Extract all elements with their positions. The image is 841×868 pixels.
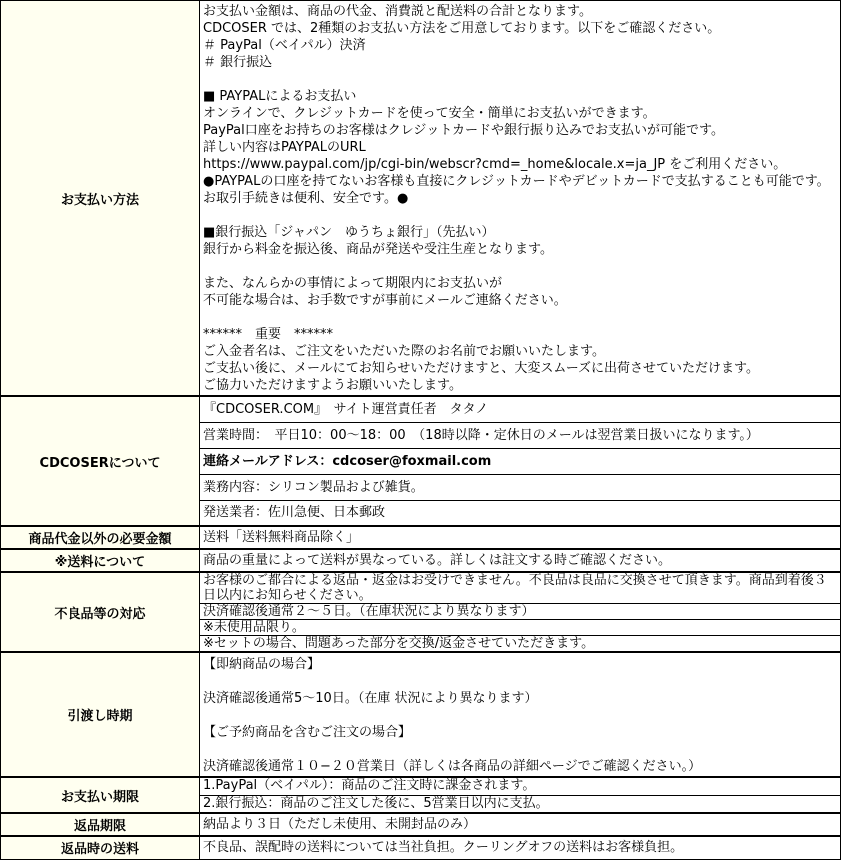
row-content-return-period: [200, 813, 841, 836]
row-content-return-postage: [200, 836, 841, 859]
text-line: お取引手続きは便利、安全です。●: [203, 191, 409, 206]
text-line: 業務内容：シリコン製品および雑貨。: [203, 479, 424, 495]
text-line: 決済確認後通常２〜５日。（在庫状況により異なります）: [203, 604, 535, 619]
row-content-defective-2: [200, 604, 841, 620]
text-line: 商品の重量によって送料が異なっている。詳しくは註文する時ご確認ください。: [203, 553, 672, 568]
text-line: [203, 258, 837, 275]
text-line: 決済確認後通常１０−２０営業日（詳しくは各商品の詳細ページでご確認ください。）: [203, 759, 702, 774]
row-content-delivery: [200, 652, 841, 777]
text-line: 2.銀行振込：商品のご注文した後に、5営業日以内に支払。: [203, 795, 549, 811]
row-label-about: CDCOSERについて: [1, 396, 200, 526]
row-content-postage-note: [200, 549, 841, 572]
row-label-delivery: 引渡し時期: [1, 652, 200, 777]
row-label-return-period: 返品期限: [1, 813, 200, 836]
email-address-cell: [200, 448, 841, 474]
text-line: ※未使用品限り。: [203, 620, 305, 635]
table-row-return-period: [1, 813, 841, 836]
text-line: お客様のご都合による返品・返金はお受けできません。不良品は良品に交換させて頂きます。商品到着後３日以内にお知らせください。: [203, 573, 827, 603]
text-line: 納品より３日（ただし未使用、未開封品のみ）: [203, 817, 477, 832]
text-line: 発送業者：佐川急便、日本郵政: [203, 505, 386, 521]
text-line: [203, 309, 837, 326]
site-manager-cell: [200, 396, 841, 422]
business-content-cell: [200, 474, 841, 500]
text-line: 不良品、誤配時の送料については当社負担。クーリングオフの送料はお客様負担。: [203, 840, 684, 856]
table-row-defective-1: [1, 572, 841, 604]
business-hours-cell: [200, 422, 841, 448]
row-label-payment-method: お支払い方法: [1, 1, 200, 397]
text-line: [203, 741, 837, 758]
row-content-payment-method: [200, 1, 841, 397]
row-content-extra-fee: [200, 526, 841, 549]
text-line: 詳しい内容はPAYPALのURL: [203, 140, 366, 155]
shop-info-table-body: [1, 1, 841, 860]
table-row-payment-method: [1, 1, 841, 397]
text-line: ■ PAYPALによるお支払い: [203, 89, 357, 104]
row-label-defective: 不良品等の対応: [1, 572, 200, 652]
text-line: [203, 707, 837, 724]
text-line: 【即納商品の場合】: [203, 657, 321, 672]
row-content-payment-deadline-2: [200, 795, 841, 813]
row-content-defective-1: [200, 572, 841, 604]
text-line: 送料「送料無料商品除く」: [203, 530, 360, 545]
text-line: ご入金者名は、ご注文をいただいた際のお名前でお願いいたします。: [203, 344, 605, 359]
text-line: 【ご予約商品を含むご注文の場合】: [203, 725, 412, 740]
text-line: 連絡メールアドレス：cdcoser@foxmail.com: [203, 453, 492, 469]
row-content-payment-deadline-1: [200, 777, 841, 795]
text-line: ■銀行振込「ジャパン ゆうちょ銀行」（先払い）: [203, 225, 495, 240]
text-line: ●PAYPALの口座を持てないお客様も直接にクレジットカードやデビットカードで支払することも可能です。: [203, 174, 830, 189]
text-line: ※セットの場合、問題あった部分を交換/返金させていただきます。: [203, 636, 595, 651]
table-row-payment-deadline-1: [1, 777, 841, 795]
text-line: また、なんらかの事情によって期限内にお支払いが: [203, 276, 503, 291]
text-line: ご協力いただけますようお願いいたします。: [203, 378, 462, 393]
text-line: ****** 重要 ******: [203, 327, 334, 342]
table-row-about-1: [1, 396, 841, 422]
text-line: 『CDCOSER.COM』 サイト運営責任者 タタノ: [203, 401, 489, 417]
shipping-company-cell: [200, 500, 841, 526]
row-label-postage-note: ※送料について: [1, 549, 200, 572]
text-line: PayPal口座をお持ちのお客様はクレジットカードや銀行振り込みでお支払いが可能です。: [203, 123, 724, 138]
text-line: [203, 673, 837, 690]
text-line: お支払い金額は、商品の代金、消費説と配送料の合計となります。: [203, 4, 592, 19]
text-line: 決済確認後通常5〜10日。（在庫 状況により異なります）: [203, 691, 538, 706]
text-line: 1.PayPal（ベイパル）：商品のご注文時に課金されます。: [203, 778, 536, 794]
text-line: ご支払い後に、メールにてお知らせいただけますと、大変スムーズに出荷させていただけます。: [203, 361, 760, 376]
row-content-defective-3: [200, 620, 841, 636]
text-line: ＃ PayPal（ベイパル）決済: [203, 38, 366, 53]
text-line: ＃ 銀行振込: [203, 55, 273, 70]
text-line: オンラインで、クレジットカードを使って安全・簡単にお支払いができます。: [203, 106, 656, 121]
row-label-extra-fee: 商品代金以外の必要金額: [1, 526, 200, 549]
row-content-defective-4: [200, 636, 841, 653]
table-row-postage-note: [1, 549, 841, 572]
text-line: 不可能な場合は、お手数ですが事前にメールご連絡ください。: [203, 293, 567, 308]
text-line: 営業時間： 平日10：00〜18：00 （18時以降・定休日のメールは翌営業日扱いになります。）: [203, 427, 759, 443]
row-label-return-postage: 返品時の送料: [1, 836, 200, 859]
table-row-extra-fee: [1, 526, 841, 549]
text-line: [203, 207, 837, 224]
row-label-payment-deadline: お支払い期限: [1, 777, 200, 813]
table-row-delivery: [1, 652, 841, 777]
text-line: [203, 71, 837, 88]
text-line: https://www.paypal.com/jp/cgi-bin/webscr?cmd=_home&locale.x=ja_JP をご利用ください。: [203, 157, 787, 172]
text-line: CDCOSER では、2種類のお支払い方法をご用意しております。以下をご確認ください。: [203, 21, 721, 36]
table-row-return-postage: [1, 836, 841, 859]
text-line: 銀行から料金を振込後、商品が発送や受注生産となります。: [203, 242, 553, 257]
